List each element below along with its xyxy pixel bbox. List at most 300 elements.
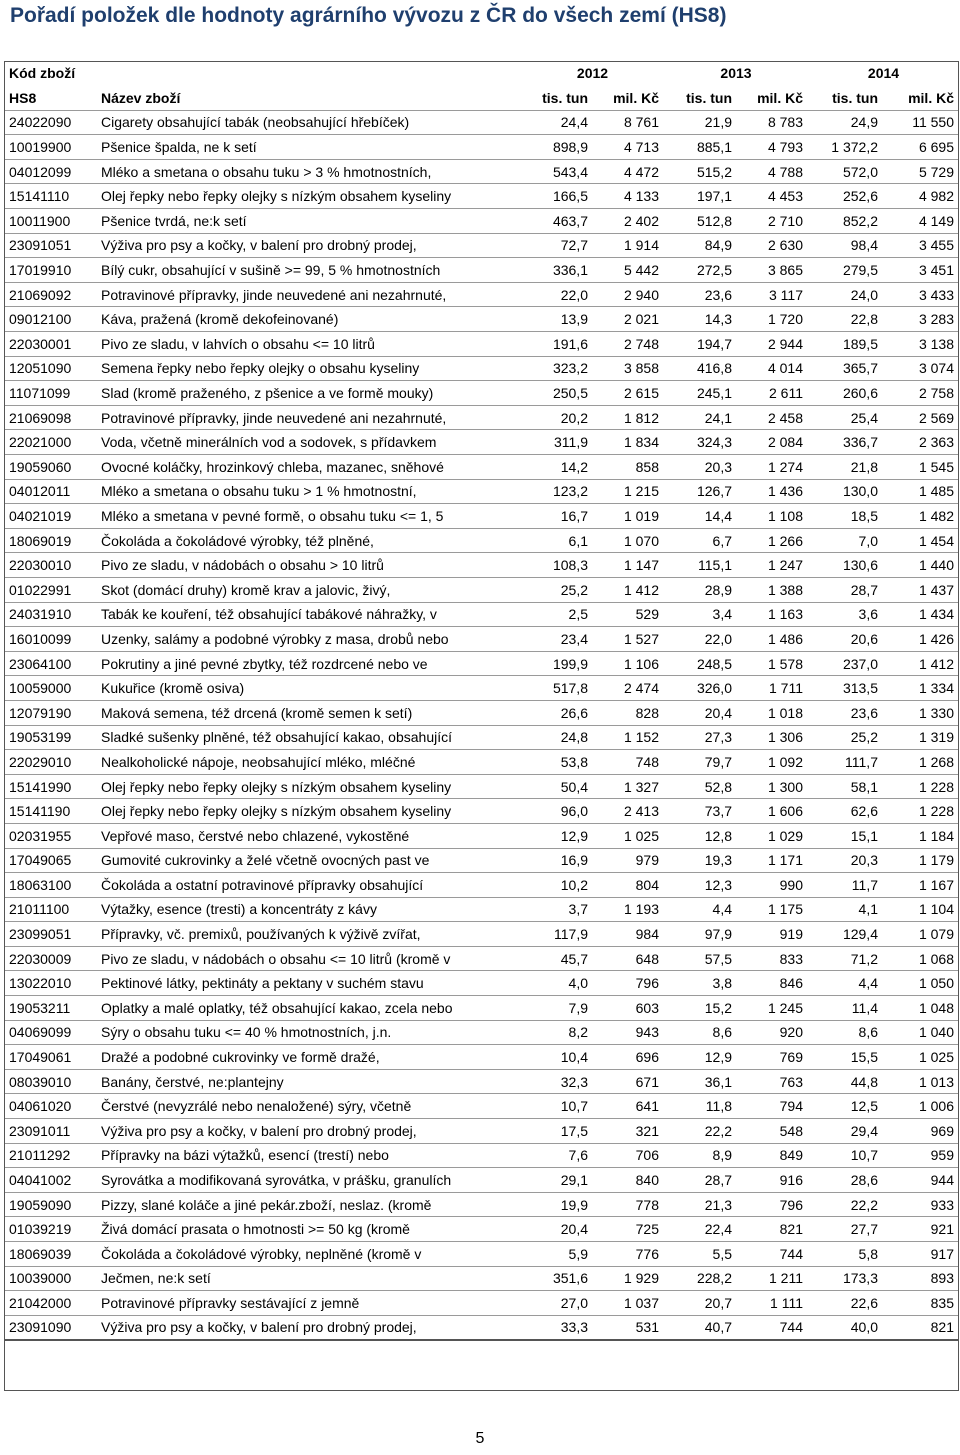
- cell-2014-tun: 1 372,2: [808, 135, 883, 160]
- cell-code: 21011292: [4, 1143, 96, 1168]
- cell-2013-kc: 2 630: [737, 233, 808, 258]
- cell-2014-tun: 24,0: [808, 282, 883, 307]
- cell-2014-kc: 2 758: [883, 381, 959, 406]
- header-hs8: HS8: [4, 86, 96, 111]
- cell-2013-kc: 821: [737, 1217, 808, 1242]
- cell-code: 19053199: [4, 725, 96, 750]
- cell-2012-tun: 199,9: [521, 651, 593, 676]
- cell-2013-tun: 22,0: [664, 627, 737, 652]
- cell-2014-kc: 1 485: [883, 479, 959, 504]
- table-row: [4, 553, 959, 578]
- cell-code: 21069092: [4, 282, 96, 307]
- cell-2013-kc: 4 014: [737, 356, 808, 381]
- cell-2014-kc: 1 482: [883, 504, 959, 529]
- cell-2013-tun: 324,3: [664, 430, 737, 455]
- cell-2014-tun: 25,4: [808, 405, 883, 430]
- cell-2014-kc: 1 040: [883, 1020, 959, 1045]
- cell-2014-kc: 3 455: [883, 233, 959, 258]
- cell-name: Výživa pro psy a kočky, v balení pro drobný prodej,: [96, 233, 521, 258]
- cell-2012-tun: 543,4: [521, 159, 593, 184]
- cell-2012-tun: 19,9: [521, 1192, 593, 1217]
- cell-2013-kc: 1 266: [737, 528, 808, 553]
- cell-name: Mléko a smetana v pevné formě, o obsahu tuku <= 1, 5: [96, 504, 521, 529]
- cell-name: Uzenky, salámy a podobné výrobky z masa, drobů nebo: [96, 627, 521, 652]
- cell-2012-kc: 979: [593, 848, 664, 873]
- cell-2014-kc: 944: [883, 1168, 959, 1193]
- cell-2014-tun: 20,6: [808, 627, 883, 652]
- cell-2012-kc: 1 106: [593, 651, 664, 676]
- cell-2013-kc: 919: [737, 922, 808, 947]
- cell-2013-tun: 194,7: [664, 332, 737, 357]
- cell-2013-tun: 126,7: [664, 479, 737, 504]
- cell-name: Voda, včetně minerálních vod a sodovek, s přídavkem: [96, 430, 521, 455]
- cell-name: Olej řepky nebo řepky olejky s nízkým obsahem kyseliny: [96, 184, 521, 209]
- cell-2012-kc: 1 019: [593, 504, 664, 529]
- cell-2013-tun: 12,9: [664, 1045, 737, 1070]
- cell-2014-kc: 1 228: [883, 774, 959, 799]
- cell-name: Potravinové přípravky, jinde neuvedené ani nezahrnuté,: [96, 282, 521, 307]
- cell-2014-kc: 3 451: [883, 258, 959, 283]
- cell-2012-tun: 33,3: [521, 1315, 593, 1340]
- cell-2014-tun: 28,7: [808, 577, 883, 602]
- cell-code: 13022010: [4, 971, 96, 996]
- cell-code: 23091051: [4, 233, 96, 258]
- table-row: [4, 1192, 959, 1217]
- cell-2014-tun: 15,5: [808, 1045, 883, 1070]
- table-row: [4, 848, 959, 873]
- cell-2014-kc: 1 050: [883, 971, 959, 996]
- cell-name: Oplatky a malé oplatky, též obsahující kakao, zcela nebo: [96, 996, 521, 1021]
- cell-2014-tun: 22,2: [808, 1192, 883, 1217]
- cell-2013-kc: 2 944: [737, 332, 808, 357]
- cell-2013-kc: 1 171: [737, 848, 808, 873]
- cell-2014-kc: 969: [883, 1119, 959, 1144]
- cell-2012-tun: 108,3: [521, 553, 593, 578]
- cell-2013-kc: 1 388: [737, 577, 808, 602]
- cell-code: 18063100: [4, 873, 96, 898]
- cell-2013-kc: 548: [737, 1119, 808, 1144]
- table-row: [4, 996, 959, 1021]
- page-title: Pořadí položek dle hodnoty agrárního vývozu z ČR do všech zemí (HS8): [10, 4, 727, 27]
- cell-2012-tun: 24,4: [521, 110, 593, 135]
- cell-2012-tun: 323,2: [521, 356, 593, 381]
- table-row: [4, 1168, 959, 1193]
- cell-code: 21069098: [4, 405, 96, 430]
- cell-2014-tun: 130,6: [808, 553, 883, 578]
- cell-2014-tun: 130,0: [808, 479, 883, 504]
- cell-2012-kc: 2 413: [593, 799, 664, 824]
- cell-2014-kc: 1 025: [883, 1045, 959, 1070]
- cell-2012-tun: 24,8: [521, 725, 593, 750]
- cell-2014-tun: 279,5: [808, 258, 883, 283]
- table-row: [4, 159, 959, 184]
- cell-2012-kc: 2 615: [593, 381, 664, 406]
- table-row: [4, 651, 959, 676]
- cell-code: 01022991: [4, 577, 96, 602]
- cell-2014-kc: 1 228: [883, 799, 959, 824]
- cell-2014-tun: 23,6: [808, 700, 883, 725]
- cell-code: 17049065: [4, 848, 96, 873]
- cell-2014-tun: 313,5: [808, 676, 883, 701]
- cell-2014-kc: 821: [883, 1315, 959, 1340]
- cell-code: 22021000: [4, 430, 96, 455]
- cell-2012-tun: 13,9: [521, 307, 593, 332]
- cell-2012-tun: 4,0: [521, 971, 593, 996]
- table-row: [4, 455, 959, 480]
- cell-name: Ovocné koláčky, hrozinkový chleba, mazanec, sněhové: [96, 455, 521, 480]
- cell-2013-tun: 40,7: [664, 1315, 737, 1340]
- cell-2013-tun: 416,8: [664, 356, 737, 381]
- cell-2012-kc: 796: [593, 971, 664, 996]
- cell-name: Přípravky na bázi výtažků, esencí (trestí) nebo: [96, 1143, 521, 1168]
- cell-2013-tun: 28,9: [664, 577, 737, 602]
- cell-2012-tun: 23,4: [521, 627, 593, 652]
- cell-2012-tun: 10,2: [521, 873, 593, 898]
- cell-2014-kc: 1 454: [883, 528, 959, 553]
- cell-name: Čerstvé (nevyzrálé nebo nenaložené) sýry, včetně: [96, 1094, 521, 1119]
- table-row: [4, 332, 959, 357]
- cell-2014-tun: 5,8: [808, 1242, 883, 1267]
- cell-2013-kc: 1 300: [737, 774, 808, 799]
- cell-2012-kc: 776: [593, 1242, 664, 1267]
- cell-2012-tun: 898,9: [521, 135, 593, 160]
- cell-2012-tun: 22,0: [521, 282, 593, 307]
- cell-2012-tun: 12,9: [521, 823, 593, 848]
- cell-2012-kc: 8 761: [593, 110, 664, 135]
- cell-2014-tun: 7,0: [808, 528, 883, 553]
- cell-2012-kc: 696: [593, 1045, 664, 1070]
- cell-2014-kc: 1 426: [883, 627, 959, 652]
- table-row: [4, 1217, 959, 1242]
- cell-2012-kc: 706: [593, 1143, 664, 1168]
- cell-2014-tun: 44,8: [808, 1069, 883, 1094]
- cell-2013-kc: 1 436: [737, 479, 808, 504]
- header-row-2: [4, 86, 959, 111]
- cell-2014-tun: 29,4: [808, 1119, 883, 1144]
- cell-2012-kc: 1 929: [593, 1266, 664, 1291]
- cell-code: 04012099: [4, 159, 96, 184]
- cell-2013-tun: 36,1: [664, 1069, 737, 1094]
- cell-2013-tun: 14,3: [664, 307, 737, 332]
- cell-2013-tun: 115,1: [664, 553, 737, 578]
- cell-2013-tun: 28,7: [664, 1168, 737, 1193]
- cell-2013-kc: 1 108: [737, 504, 808, 529]
- cell-2013-kc: 1 175: [737, 897, 808, 922]
- cell-2012-kc: 1 834: [593, 430, 664, 455]
- table-row: [4, 946, 959, 971]
- cell-code: 10039000: [4, 1266, 96, 1291]
- cell-2012-kc: 4 713: [593, 135, 664, 160]
- cell-2014-kc: 1 048: [883, 996, 959, 1021]
- cell-2013-kc: 2 611: [737, 381, 808, 406]
- cell-2012-kc: 2 748: [593, 332, 664, 357]
- cell-2013-tun: 23,6: [664, 282, 737, 307]
- cell-2013-kc: 1 163: [737, 602, 808, 627]
- cell-2012-kc: 778: [593, 1192, 664, 1217]
- cell-2013-kc: 1 029: [737, 823, 808, 848]
- cell-2012-tun: 351,6: [521, 1266, 593, 1291]
- cell-2013-kc: 920: [737, 1020, 808, 1045]
- cell-2012-kc: 1 152: [593, 725, 664, 750]
- cell-2012-kc: 1 147: [593, 553, 664, 578]
- cell-2013-tun: 512,8: [664, 209, 737, 234]
- header-unit-tun: tis. tun: [521, 86, 593, 111]
- cell-2012-tun: 10,4: [521, 1045, 593, 1070]
- cell-2013-kc: 1 092: [737, 750, 808, 775]
- table-row: [4, 799, 959, 824]
- cell-2012-kc: 748: [593, 750, 664, 775]
- table-row: [4, 602, 959, 627]
- cell-2012-tun: 8,2: [521, 1020, 593, 1045]
- cell-2014-kc: 1 437: [883, 577, 959, 602]
- cell-name: Pokrutiny a jiné pevné zbytky, též rozdrcené nebo ve: [96, 651, 521, 676]
- cell-2012-kc: 725: [593, 1217, 664, 1242]
- cell-name: Čokoláda a čokoládové výrobky, též plněné,: [96, 528, 521, 553]
- cell-2014-tun: 111,7: [808, 750, 883, 775]
- cell-name: Tabák ke kouření, též obsahující tabákové náhražky, v: [96, 602, 521, 627]
- cell-2012-tun: 3,7: [521, 897, 593, 922]
- cell-name: Slad (kromě praženého, z pšenice a ve formě mouky): [96, 381, 521, 406]
- cell-2013-kc: 1 274: [737, 455, 808, 480]
- cell-name: Olej řepky nebo řepky olejky s nízkým obsahem kyseliny: [96, 774, 521, 799]
- cell-2013-kc: 744: [737, 1315, 808, 1340]
- cell-2013-tun: 21,3: [664, 1192, 737, 1217]
- cell-2013-tun: 97,9: [664, 922, 737, 947]
- cell-2012-tun: 517,8: [521, 676, 593, 701]
- header-year-2013: 2013: [720, 65, 752, 82]
- cell-2014-kc: 835: [883, 1291, 959, 1316]
- cell-2013-kc: 1 111: [737, 1291, 808, 1316]
- cell-2012-tun: 14,2: [521, 455, 593, 480]
- cell-2012-tun: 27,0: [521, 1291, 593, 1316]
- cell-2013-tun: 5,5: [664, 1242, 737, 1267]
- cell-code: 19059090: [4, 1192, 96, 1217]
- table-row: [4, 479, 959, 504]
- cell-2014-kc: 5 729: [883, 159, 959, 184]
- cell-2014-tun: 365,7: [808, 356, 883, 381]
- table-row: [4, 233, 959, 258]
- cell-2014-tun: 28,6: [808, 1168, 883, 1193]
- cell-2012-kc: 5 442: [593, 258, 664, 283]
- cell-2014-kc: 1 412: [883, 651, 959, 676]
- cell-2014-kc: 4 982: [883, 184, 959, 209]
- cell-2012-tun: 117,9: [521, 922, 593, 947]
- cell-2013-tun: 515,2: [664, 159, 737, 184]
- cell-code: 02031955: [4, 823, 96, 848]
- cell-name: Ječmen, ne:k setí: [96, 1266, 521, 1291]
- cell-2013-tun: 12,3: [664, 873, 737, 898]
- table-row: [4, 774, 959, 799]
- cell-2013-kc: 1 486: [737, 627, 808, 652]
- table-row: [4, 971, 959, 996]
- cell-2012-tun: 5,9: [521, 1242, 593, 1267]
- cell-name: Čokoláda a ostatní potravinové přípravky obsahující: [96, 873, 521, 898]
- cell-2012-kc: 671: [593, 1069, 664, 1094]
- cell-2014-kc: 1 006: [883, 1094, 959, 1119]
- cell-2013-kc: 3 117: [737, 282, 808, 307]
- cell-2014-tun: 173,3: [808, 1266, 883, 1291]
- cell-code: 19059060: [4, 455, 96, 480]
- cell-code: 19053211: [4, 996, 96, 1021]
- table-row: [4, 725, 959, 750]
- cell-2014-tun: 24,9: [808, 110, 883, 135]
- cell-2014-kc: 3 283: [883, 307, 959, 332]
- cell-code: 18069019: [4, 528, 96, 553]
- cell-2013-kc: 1 018: [737, 700, 808, 725]
- cell-code: 04012011: [4, 479, 96, 504]
- cell-code: 21011100: [4, 897, 96, 922]
- cell-2012-tun: 26,6: [521, 700, 593, 725]
- cell-code: 22030010: [4, 553, 96, 578]
- cell-2013-tun: 73,7: [664, 799, 737, 824]
- table-row: [4, 873, 959, 898]
- cell-2014-kc: 1 334: [883, 676, 959, 701]
- cell-code: 22030001: [4, 332, 96, 357]
- cell-2012-tun: 463,7: [521, 209, 593, 234]
- cell-2012-tun: 32,3: [521, 1069, 593, 1094]
- cell-2012-kc: 2 940: [593, 282, 664, 307]
- cell-2012-kc: 1 037: [593, 1291, 664, 1316]
- cell-2012-kc: 1 812: [593, 405, 664, 430]
- cell-code: 23064100: [4, 651, 96, 676]
- cell-code: 24031910: [4, 602, 96, 627]
- cell-code: 18069039: [4, 1242, 96, 1267]
- table-row: [4, 897, 959, 922]
- cell-name: Potravinové přípravky, jinde neuvedené ani nezahrnuté,: [96, 405, 521, 430]
- cell-2012-kc: 1 215: [593, 479, 664, 504]
- table-row: [4, 381, 959, 406]
- table-row: [4, 1242, 959, 1267]
- cell-2014-tun: 20,3: [808, 848, 883, 873]
- cell-2014-tun: 4,4: [808, 971, 883, 996]
- cell-name: Pizzy, slané koláče a jiné pekár.zboží, neslaz. (kromě: [96, 1192, 521, 1217]
- cell-code: 04021019: [4, 504, 96, 529]
- cell-2013-tun: 22,2: [664, 1119, 737, 1144]
- cell-2014-kc: 933: [883, 1192, 959, 1217]
- cell-2014-tun: 71,2: [808, 946, 883, 971]
- cell-2013-tun: 24,1: [664, 405, 737, 430]
- cell-2012-kc: 1 025: [593, 823, 664, 848]
- cell-2012-tun: 25,2: [521, 577, 593, 602]
- table-row: [4, 430, 959, 455]
- cell-2014-tun: 27,7: [808, 1217, 883, 1242]
- cell-2012-tun: 16,7: [521, 504, 593, 529]
- cell-2012-tun: 7,6: [521, 1143, 593, 1168]
- cell-2014-tun: 21,8: [808, 455, 883, 480]
- header-row-1: [4, 61, 959, 86]
- table-row: [4, 676, 959, 701]
- cell-2013-kc: 1 606: [737, 799, 808, 824]
- cell-2014-kc: 1 330: [883, 700, 959, 725]
- cell-2014-tun: 4,1: [808, 897, 883, 922]
- cell-2014-kc: 3 433: [883, 282, 959, 307]
- header-kod-zbozi: Kód zboží: [9, 65, 76, 82]
- cell-2012-kc: 2 474: [593, 676, 664, 701]
- cell-2012-kc: 2 402: [593, 209, 664, 234]
- table-row: [4, 209, 959, 234]
- cell-code: 01039219: [4, 1217, 96, 1242]
- cell-2013-kc: 4 793: [737, 135, 808, 160]
- table-row: [4, 135, 959, 160]
- cell-2012-tun: 336,1: [521, 258, 593, 283]
- table-row: [4, 528, 959, 553]
- table-row: [4, 1315, 959, 1340]
- cell-name: Pivo ze sladu, v nádobách o obsahu > 10 litrů: [96, 553, 521, 578]
- cell-2014-kc: 1 068: [883, 946, 959, 971]
- cell-2012-tun: 29,1: [521, 1168, 593, 1193]
- cell-name: Gumovité cukrovinky a želé včetně ovocných past ve: [96, 848, 521, 873]
- cell-code: 17049061: [4, 1045, 96, 1070]
- cell-2012-tun: 17,5: [521, 1119, 593, 1144]
- cell-2012-kc: 641: [593, 1094, 664, 1119]
- cell-2013-kc: 2 458: [737, 405, 808, 430]
- cell-2012-tun: 191,6: [521, 332, 593, 357]
- cell-2014-kc: 11 550: [883, 110, 959, 135]
- cell-2013-tun: 84,9: [664, 233, 737, 258]
- table-body: [4, 110, 959, 1340]
- table-row: [4, 823, 959, 848]
- cell-2012-kc: 531: [593, 1315, 664, 1340]
- table-row: [4, 307, 959, 332]
- cell-2013-kc: 794: [737, 1094, 808, 1119]
- table-row: [4, 577, 959, 602]
- cell-2012-tun: 72,7: [521, 233, 593, 258]
- cell-2012-tun: 166,5: [521, 184, 593, 209]
- cell-2013-tun: 272,5: [664, 258, 737, 283]
- cell-name: Kukuřice (kromě osiva): [96, 676, 521, 701]
- cell-2012-tun: 6,1: [521, 528, 593, 553]
- cell-2014-tun: 62,6: [808, 799, 883, 824]
- cell-2012-kc: 858: [593, 455, 664, 480]
- cell-2012-kc: 1 327: [593, 774, 664, 799]
- cell-2014-kc: 6 695: [883, 135, 959, 160]
- cell-2014-kc: 3 074: [883, 356, 959, 381]
- cell-2012-kc: 1 527: [593, 627, 664, 652]
- cell-2014-kc: 1 440: [883, 553, 959, 578]
- cell-code: 22030009: [4, 946, 96, 971]
- cell-2014-tun: 252,6: [808, 184, 883, 209]
- cell-code: 12079190: [4, 700, 96, 725]
- cell-code: 17019910: [4, 258, 96, 283]
- cell-name: Mléko a smetana o obsahu tuku > 3 % hmotnostních,: [96, 159, 521, 184]
- header-unit-tun: tis. tun: [664, 86, 737, 111]
- cell-2013-kc: 990: [737, 873, 808, 898]
- cell-2014-kc: 3 138: [883, 332, 959, 357]
- cell-name: Přípravky, vč. premixů, používaných k výživě zvířat,: [96, 922, 521, 947]
- cell-2014-kc: 1 013: [883, 1069, 959, 1094]
- cell-name: Olej řepky nebo řepky olejky s nízkým obsahem kyseliny: [96, 799, 521, 824]
- cell-2013-tun: 248,5: [664, 651, 737, 676]
- table-row: [4, 282, 959, 307]
- cell-2013-kc: 769: [737, 1045, 808, 1070]
- cell-code: 10011900: [4, 209, 96, 234]
- cell-2013-tun: 52,8: [664, 774, 737, 799]
- cell-2012-kc: 840: [593, 1168, 664, 1193]
- header-unit-kc: mil. Kč: [737, 86, 808, 111]
- cell-2012-kc: 321: [593, 1119, 664, 1144]
- cell-2013-kc: 796: [737, 1192, 808, 1217]
- cell-code: 24022090: [4, 110, 96, 135]
- cell-2013-tun: 885,1: [664, 135, 737, 160]
- cell-name: Pšenice tvrdá, ne:k setí: [96, 209, 521, 234]
- cell-2013-tun: 197,1: [664, 184, 737, 209]
- cell-2013-kc: 1 211: [737, 1266, 808, 1291]
- cell-2013-kc: 1 245: [737, 996, 808, 1021]
- cell-2013-kc: 1 720: [737, 307, 808, 332]
- cell-2014-tun: 11,4: [808, 996, 883, 1021]
- header-blank: [96, 61, 521, 86]
- cell-2014-kc: 1 319: [883, 725, 959, 750]
